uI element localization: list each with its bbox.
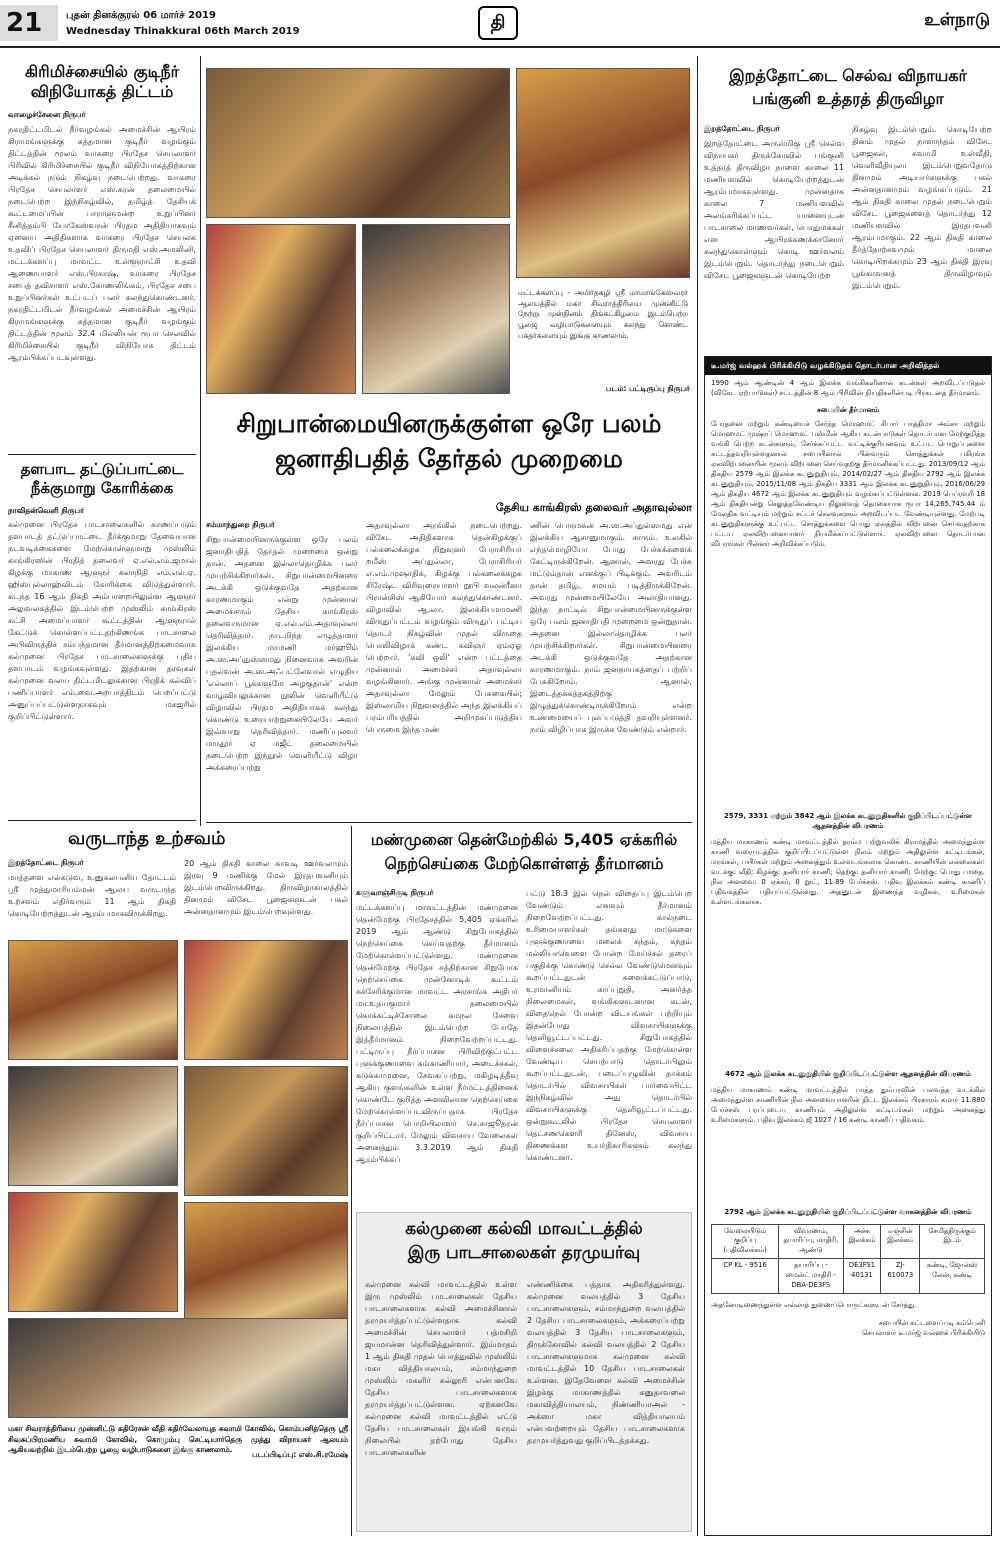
water-story-byline: வாழைச்சேனை நிருபர்: [8, 110, 86, 119]
lead-subhead: தேசிய காங்கிரஸ் தலைவர் அதாவுல்லா: [495, 501, 692, 514]
festival-col-left: [8, 858, 176, 926]
vinayagar-col-1: [704, 124, 844, 354]
bottom-photo-caption: மகா சிவராத்திரியை முன்னிட்டு கதிரேசன் வீதி கதிர்வேலாயுத சுவாமி கோவில், கொம்பனித்தெரு ஸ்ரீ சிவசுப்பிரமணிய சுவாமி கோவில், கொழும்பு செட்டியார்தெரு முத்து விநாயகர் ஆலயம் ஆகியவற்றில் இடம்பெற்ற பூஜை வழிபாடுகளை இங்கு காணலாம்.: [8, 1424, 348, 1455]
vehicle-table-header-row: [712, 1224, 985, 1259]
bottom-photo-credit: படப்பிடிப்பு: எஸ்.சி.ரமேஷ்: [252, 1450, 348, 1459]
notice-heading-vehicle: 2792 ஆம் இலக்க கடனுறுதியில் குறிப்பிடப்பட்டுள்ள வாகனத்தின் விபரணம்: [724, 1208, 972, 1217]
temple-photo-devotees-left: [206, 224, 356, 394]
water-story-title: கிரிமிச்சையில் குடிநீர் விநியோகத் திட்டம்: [25, 62, 179, 101]
notice-property-2-body: மத்திய மாகாணம் கண்டி மாவட்டத்தில் பாத்த தும்பரவின் பலவத்த வடக்கில் அமைந்துள்ள காணியின் நில அளவையாளரின் திட்ட இலக்கம் பிரகாரம் சுமார் 11.880 பேர்ச்சஸ் பரப்புடைய காணியும் அதிலுள்ள கட்டிடங்கள் மற்றும் அனைத்து உரிமைகளும். பதிவு இலக்கம் ஜீ 1027 / 16 கண்டி காணிப் பதிவகம்.: [711, 1086, 985, 1125]
shrine-photo-2: [184, 940, 348, 1060]
schools-story: [356, 1212, 692, 1532]
furniture-story-byline: நாவிதன்வெளி நிருபர்: [8, 505, 84, 515]
lead-headline: [206, 408, 692, 475]
vehicle-table-cell: ZJ-610073: [881, 1259, 920, 1294]
devotees-photo: [8, 1192, 178, 1312]
vehicle-table-header: வேலையிடும் குறிப்பு (பதிவிலக்கம்): [712, 1224, 779, 1259]
crowd-photo: [8, 1318, 348, 1418]
ritual-photo: [184, 1066, 348, 1196]
lead-col-1: [206, 520, 358, 820]
paddy-headline-line2: நெற்செய்கை மேற்கொள்ளத் தீர்மானம்: [384, 854, 664, 873]
vehicle-table-header: எஞ்சின் இலக்கம்: [881, 1224, 920, 1259]
festival-col-left-text: மாத்தளை எல்கடுவ, உனுகலபனிய தோட்டம் ஸ்ரீ முத்துமாரியம்மன் ஆலய வருடாந்த உற்சவம் எதிர்வரும் 11 ஆம் திகதி கொடியேற்றத்துடன் ஆரம்பமாகவிருக்கிறது.: [8, 872, 176, 918]
vinayagar-headline-line1: இறத்தோட்டை செல்வ விநாயகர்: [729, 66, 967, 85]
lead-col-2: அதாவுல்லா அரங்கில் நடைபெற்றது. விசேட அதிதிகளாக தென்கிழக்குப் பல்கலைக்கழக நிறுவுனர் பேராசிரியர் றமீஸ் அப்துல்லா, பேராசிரியர் எ.எம்.முஷாதிக், கிழக்கு பல்கலைக்கழக சிரேஷ்ட விரிவுரையாளர் றூபி வலன்ரீனா பிரான்சிஸ் ஆகியோர் கலந்துகொண்டனர். விழாவில் ஆ.லா. இலக்கியமாமணி விருதுப்பட்டம் வழங்கும் விருதுப் பட்டிய தொடர் நிகழ்வின் முதல் விருதை பொலிவிழாக் கண்ட கவிஞர் ஏம்ஏஓ பெற்றார். 'கவி ஒலி' என்ற பட்டத்தை முன்னாள் அமைச்சர் அதாவுல்லா வழங்கினார். அங்கு முன்னாள் அமைச்சர் அதாவுல்லா மேலும் பேசுகையில்; இஸ்லாமிய நிறுவனத்தில் அந்த இலக்கியப் பரம்பரியத்தில் அறிமுகப்படுத்திய பெருமை இந்த மண்: [366, 521, 522, 734]
notice-title: டீ.மர்ஜ் வல்ஹக் பிரிக்கியிடு வழக்கிடுதல் தொடர்பான அறிவித்தல்: [705, 357, 991, 375]
vehicle-table-header: அச்சு இலக்கம்: [843, 1224, 881, 1259]
column-rule-bottom: [351, 826, 352, 1536]
water-story: [8, 62, 196, 452]
center-divider: [206, 822, 692, 823]
left-divider-1: [8, 454, 196, 455]
lead-col-1-text: சிறுபான்மையினருக்குள்ள ஒரே பலம் ஜனாதிபதித் தேர்தல் முறைமை ஒன்று தான். அதனை இல்லாதொழிக்க பலர் முயற்சிக்கிறார்கள். சிறுபான்மையினரை அடக்கி ஒடுக்குவதே அதற்கான காரணமாகும் என்று முன்னாள் அமைச்சரும் தேசிய காங்கிரஸ் தலைவருமான ஏ.எல்.எம்.அதாவுல்லா தெரிவித்தார். நாடறிந்த எழுத்தாளர் இலக்கிய மாமணி மர்ஹூம் அ.ஸ.அப்துஸ்ஸமது நினைவாக அவரின் புதல்வன் அ.ஸ.அஃபட்லேவால் எழுதிய 'எல்லாப் பூக்களுமே அழகுதான்' என்ற வாழ்வியலுக்கான நூலின் வெளியீட்டு விழாவில் பிரதம அதிதியாகக் கலந்து கொண்டு உரையாற்றுகையிலேயே அவர் இவ்வாறு தெரிவித்தார். மணிப்புலவர் மருதூர் ஏ மஜீட் தலைமையில் நடைபெற்ற இந்நூல் வெளியீட்டு விழா அக்கரைப்பற்று: [206, 534, 358, 772]
vehicle-table-cell: DE3FS1 40131: [843, 1259, 881, 1294]
notice-signature: சபையின் கட்டளைப்படி கம்பெனி செயலாளர் டீ.மர்ஜ் வல்ஹக் பிரிக்கியிடு: [861, 1318, 985, 1337]
vinayagar-byline: இறத்தோட்டை நிருபர்: [704, 124, 780, 133]
festival-story: [8, 828, 348, 926]
notice-resolution-body: பேரதனை மற்றும் கண்டியைச் சேர்ந்த மொஹமட் சிபார் பாத்திமா அம்சா மற்றும் மொஹமட் முஷ்ரப் மொஹமட் பஸ்மின் ஆகிய கடன்பாடுகள் தொடர்பான மேற்குறித்த வங்கி பெற்ற கடன்களும், சேர்க்கப்பட்ட வட்டிக்குரியனவும் உட்பட பொறுப்புகளை கட்டத்தவறியுள்ளதனால் சபையினால் பின்வரும் சொத்துக்கள் பகிரங்க ஏலவிற்பனையின் மூலம் விற்பனை செய்வதற்கு தீர்மானிக்கப்பட்டது. 2013/09/12 ஆம் திகதிய 2579 ஆம் இலக்க கடனுறுதியும், 2014/02/27 ஆம் திகதிய 2792 ஆம் இலக்க கடனுறுதியும், 2015/11/08 ஆம் திகதிய 3331 ஆம் இலக்க கடனுறுதியும், 2016/06/29 ஆம் திகதிய 4672 ஆம் இலக்க கடனுறுதியும் வழங்கப்பட்டுள்ளன. 2019 பெப்ரவரி 18 ஆம் திகதியன்று செலுத்தவேண்டிய நிலுவைத் தொகையாக ரூபா 14,265,745.44 ம் மேலதிக வட்டியும் மற்றும் சட்டச் செலவுகளும் அறவிடப்பட வேண்டியுள்ளது. மேற்படி கடனுறுதிகளுக்கு உட்பட்ட சொத்துக்களை பொது ஏலத்தில் விற்பனை செய்வதற்காக பட்டய ஏலவிற்பனையாளர் நியமிக்கப்பட்டுள்ளார். ஏலவிற்பனை தொடர்பான விபரங்கள் பின்னர் அறிவிக்கப்படும்.: [711, 419, 985, 548]
temple-photo-crowd: [206, 68, 510, 218]
left-divider-2: [8, 820, 196, 821]
dancer-photo: [184, 1202, 348, 1332]
notice-heading-property: 2579, 3331 மற்றும் 3842 ஆம் இலக்க கடனுறுதிகளில் குறிப்பிடப்பட்டுள்ள ஆதனத்தின் விபரணம்: [723, 811, 973, 831]
vinayagar-headline: [704, 66, 992, 109]
temple-photo-shrine: [516, 68, 690, 278]
festival-byline: இறத்தோட்டை நிருபர்: [8, 858, 84, 867]
festival-col-right: 20 ஆம் திகதி காலை காவடி ஊர்வலமும் இரவு 9 மணிக்கு மேல் இரதபவனியும் இடம்பெறவிருக்கிறது. திருவிழாகாலத்தில் தினமும் விசேட பூஜைகளுடன் பகல் அன்னதானமும் இடம்பெறவுள்ளது.: [184, 859, 348, 916]
vehicle-table-cell: கண்டி, ஜோன்ஸ் லேன், கண்டி: [920, 1259, 985, 1294]
header-date-tamil: புதன் தினக்குரல் 06 மார்ச் 2019: [66, 10, 216, 21]
section-label: உள்நாடு: [924, 10, 990, 30]
vehicle-table-header: விவரணம், தயாரிப்பு, மாதிரி, ஆண்டு: [779, 1224, 843, 1259]
vehicle-table: [711, 1224, 985, 1294]
lead-headline-line1: சிறுபான்மையினருக்குள்ள ஒரே பலம்: [236, 409, 662, 438]
paddy-byline: களுவாஞ்சிகுடி நிருபர்: [356, 888, 434, 897]
vinayagar-col-2: நிகழ்வு இடம்பெறும். கொடியேற்ற தினம் முதல் நாளாந்தம் விசேட பூஜைகள், சுவாமி உள்வீதி, வெளிவீதியுலா இடம்பெறுவதோடு தினமும் அடியார்களுக்கு பகல் அன்னதானமும் வழங்கப்படும். 21 ஆம் திகதி காலை முதல் நடைபெறும் விசேட பூஜைகளைத் தொடர்ந்து 12 மணியளவில் இரதபவனி ஆரம்பமாகும். 22 ஆம் திகதி காலை தீர்த்தோற்சவமும் மாலை கொடியிறக்கமும் 23 ஆம் திகதி இரவு பூங்காவனத் திருவிழாவும் இடம்பெறும்.: [852, 125, 992, 290]
vehicle-table-cell: CP KL - 9516: [712, 1259, 779, 1294]
vinayagar-col-1-text: இறத்தோட்டை அருள்மிகு ஸ்ரீ செல்வ விநாயகர் திருக்கோவில் பங்குனி உத்தரத் திருவிழா நாளை காலை 11 மணியளவில் கொடியேற்றத்துடன் ஆரம்பமாகவுள்ளது. முன்னதாக காலை 7 மணியளவில் அலங்கரிக்கப்பட்ட யானையுடன் பாடசாலை மாணவர்கள், பொதுமக்கள் என ஆயிரக்கணக்கானோர் கலந்துகொள்ளும் கொடி ஊர்வலம் இடம்பெறும். தொடர்ந்து நடைபெறும் விசேட பூஜைகளுடன் கொடியேற்ற: [704, 138, 844, 280]
schools-headline-line2: இரு பாடசாலைகள் தரமுயர்வு: [407, 1243, 641, 1264]
furniture-story-body: கல்முனை பிரதேச பாடசாலைகளில் காணப்படும் தளபாடத் தட்டுப்பாட்டை தீர்க்குமாறு தேவையான நடவடிக்கைகளை மேற்கொள்ளுமாறு முஸ்லிம் காங்கிரஸின் பிரதித் தலைவர் ஏ.எல்.எம்.ஜமால் கிழக்கு மாகாண ஆளுநர் கலாநிதி எம்.எல்.ஏ. ஹிஸ்புல்லாஹ்விடம் கோரிக்கை விடுத்துள்ளார். கடந்த 16 ஆம் திகதி அம்பாறையிலுள்ள ஆளுநர் அலுவலகத்தில் இடம்பெற்ற முஸ்லிம் காங்கிரஸ் கட்சி அமைப்பாளர் கூட்டத்தின் ஆளுநரால் கேட்டுக் கொள்ளப்பட்டதற்கிணங்க பாடசாலை அபிவிருத்திச் சம்பந்தமான தீர்மானத்திற்கமைவாக கல்முனை பிரதேச பாடசாலைகளுக்கு புதிய தளபாடம் வழங்கவுள்ளது. இதற்கான தரவுகள் கல்முனை வலய திட்டமிடலுக்கான பிரதிக் கல்விப் பணிப்பாளர் எம்.வை.அறபாத்திடம் பெறப்பட்டு அனுப்பப்பட்டுள்ளதாகவும் மகஜரில் குறிப்பிட்டுள்ளார்.: [8, 520, 196, 722]
paddy-col-1-text: மட்டக்களப்பு மாவட்டத்தின் மண்முனை தென்மேற்கு பிரதேசத்தில் 5,405 ஏக்கரில் 2019 ஆம் ஆண்டு சிறுபோகத்தில் நெற்செய்கை செய்வதற்கு தீர்மானம் மேற்கொள்ளப்பட்டுள்ளது. மண்முனை தென்மேற்கு பிரதேச சத்திற்கான சிறுபோக நெற்செய்கை முன்னோடிக் கூட்டம் கச்சேரிக்குமான மாவட்ட அரசாங்க அதிபர் மா.உதயகுமார் தலைமையில் கொக்கட்டிச்சோலை கமநல சேவை நிலையத்தில் இடம்பெற்ற போதே இத்தீர்மானம் நிறைவேற்றப்பட்டது. பட்டிருப்பு நீர்ப்பாசன பிரிவிற்குட்பட்ட புளுக்குணாவை கங்காணியார், அடைச்சகல், கடுக்காமுனை, சேவகப்பற்று, மகிழடித்தீவு ஆகிய குளங்களின் உள்ள நீர்மட்டத்தினைக் கொண்டே குறித்த அளவிலான நெற்செய்கை மேற்கொள்ளப்படவிருப்பதாக பிரதேச நீர்ப்பாசன பொறியிலாளர் செ.சாஜூதரன் குறிப்பிட்டார். மேலும் விவசாய வேலைகள் அனைத்தும் 3.3.2019 ஆம் திகதி ஆரம்பிக்கப்: [356, 902, 518, 1164]
notice-footer: அதனோடிணைந்துள்ள எல்லாத் துணைப்பொருட்களுடன் சேர்த்து.: [711, 1300, 917, 1309]
shrine-photo-1: [8, 940, 178, 1060]
paddy-headline-line1: மண்முனை தென்மேற்கில் 5,405 ஏக்கரில்: [370, 830, 678, 849]
lead-byline: சம்மாந்துறை நிருபர்: [206, 520, 275, 529]
schools-col-2: எண்ணிக்கை பத்தாக அதிகரித்துள்ளது. கல்முனை வலயத்தில் 3 தேசிய பாடசாலைகளும், சம்மாந்துறை வலயத்தில் 2 தேசிய பாடசாலைகளும், அக்கரைப்பற்று வலயத்தில் 3 தேசிய பாடசாலைகளும், திருக்கோவில் கல்வி வலயத்தில் 2 தேசிய பாடசாலைகளுமாக கல்முனை கல்வி மாவட்டத்தில் 10 தேசிய பாடசாலைகள் உள்ளன. இதேவேளை கல்வி அமைச்சின் இழக்கு மாகாணத்தில் கனுதாவலை மகாவித்தியாலயம், நிண்ணியாஅல் - அக்ஸா மகா வித்தியாலயம் என்பவற்றையும் தேசிய பாடசாலைகளாக தரமுயர்த்துவது குறிப்பிடத்தக்கது.: [527, 1280, 685, 1445]
furniture-story: [8, 460, 196, 820]
paddy-col-2: பட்டு 18.3 இல் நெல் விதைப்பு இடம்பெற வேண்டும் எனவும் தீர்மானம் நிறைவேற்றப்பட்டது. கால்நடை உரிமையாளர்கள் தங்களது மாடுகளை புளுக்குணாவை மலைக் கந்தம், கந்தம் மல்லியாவெளை போன்ற மேய்ச்சல் தரைப் பகுதிக்கு கொண்டு செல்ல வேண்டுமெனவும் கூறப்பட்டதுடன் களைக்கட்டுப்பாடு, உரமானியம் காப்புறுதி, அனர்த்த நிலைமைகள், வங்கிகளுடனான கடன், விதைநெல் போன்ற விடயங்கள் பற்றியும் இதன்போது விவசாயிகளுக்கு தெளிவூட்டப்பட்டது. சிறுபோகத்தில் விளைச்சலை அதிகரிப்பதற்கு மேற்கொள்ள வேண்டிய செயற்பாடு தொடர்பிலும் கூறப்பட்டதுடன், படைப்புழுவின் தாக்கம் தொடர்பில் விவசாயிகள் பார்வையிட்ட இந்நிகழ்வில் அது தொடர்பில் விவசாயிகளுக்கு தெளிவூட்டப்பட்டது. ஒன்றுகூடலில் பிரதேச செயலாளர் தெட்சணகௌரி தினேஸ், விவசாய திணைக்கள உயர்திகாரிகளும் கலந்து கொண்டனர்.: [526, 889, 692, 1162]
vehicle-table-wrap: [705, 1222, 991, 1296]
notice-heading-property-2: 4672 ஆம் இலக்க கடனுறுதியில் குறிப்பிடப்பட்டுள்ள ஆதனத்தின் விபரணம்: [725, 1070, 971, 1079]
column-rule-left: [200, 56, 201, 826]
legal-notice: [704, 356, 992, 1536]
furniture-story-title: தளபாட தட்டுப்பாட்டை நீக்குமாறு கோரிக்கை: [20, 460, 184, 497]
logo-mark: தி: [490, 11, 506, 33]
page-number: 21: [6, 8, 43, 38]
masthead: [0, 0, 1000, 48]
festival-story-title: வருடாந்த உற்சவம்: [68, 828, 226, 849]
header-date-english: Wednesday Thinakkural 06th March 2019: [66, 26, 300, 37]
paddy-headline: [356, 830, 692, 874]
vehicle-table-row: [712, 1259, 985, 1294]
newspaper-logo: [478, 6, 518, 40]
water-story-body: நகரதிட்டமிடல் நீர்வழங்கல் அமைச்சின் ஆயிரம் கிராமங்களுக்கு சுத்தமான குடிநீர் வழங்கும் திட்டத்தின் மூலம் வாகரை பிரதேச செயலாளர் பிரிவில் கிரிமிச்சையில் குடிநீர் விநியோகத்திற்கான அடிக்கல் நடும் நிகழ்வு நடைபெற்றது. வாகரை பிரதேச செயலாளர் எஸ்.கரன் தலைமையில் நடைபெற்ற இந்நிகழ்வில், தமிழ்த் தேசியக் கூட்டமைப்பின் பாராளுமன்ற உறுப்பினர் சீனித்தம்பி யோகேஸ்வரன் பிரதம அதிதியாகவும் ஏனைய அதிதிகளாக வாகரை பிரதேச செயலக உதவிப் பிரதேச செயலாளர் திருமதி எஸ்.அமலினி, மட்டக்களப்பு மாவட்ட உள்ளூராட்சி உதவி ஆணையாளர் எஸ்.பிரகாஷ், வாகரை பிரதேச சபைத் தவிசாளர் எஸ்.கோணலிங்கம், பிரதேச சபை உறுப்பினர்கள் உட்படப் பலர் கலந்துகொண்டனர். நகரதிட்டமிடல் நீர்வழங்கல் அமைச்சின் ஆயிரம் கிராமங்களுக்கு சுத்தமான குடிநீர் வழங்கும் திட்டத்தின் மூலம் 32.4 மில்லியன் ரூபா செலவில் கிரிமிச்சையில் குடிநீர் விநியோக திட்டம் ஆரம்பிக்கப்படவுள்ளது.: [8, 124, 196, 362]
lead-headline-line2: ஜனாதிபதித் தேர்தல் முறைமை: [275, 444, 623, 474]
temple-photo-devotees-right: [362, 224, 510, 394]
vinayagar-headline-line2: பங்குனி உத்தரத் திருவிழா: [752, 89, 944, 108]
notice-heading-resolution: சபையின் தீர்மானம்: [816, 405, 880, 414]
schools-col-1: கல்முனை கல்வி மாவட்டத்தில் உள்ள இரு முஸ்லிம் பாடசாலைகள் தேசிய பாடசாலைகளாக கல்வி அமைச்சினால் தரமுயர்த்தப்பட்டுள்ளதாக கல்வி அமைச்சின் செயலாளர் பத்மசிறி ஜயமான்ன தெரிவித்துள்ளார். இம்மாதம் 1 ஆம் திகதி முதல் பொத்துவில் முஸ்லிம் மகா வித்தியாலயம், சம்மாந்துறை முஸ்லிம் மகளிர் கல்லூரி என்பனவே தேசிய பாடசாலைகளாக தரமுயர்த்தப்பட்டுள்ளன. ஏற்கனவே கல்முனை கல்வி மாவட்டத்தில் எட்டு தேசிய பாடசாலைகள் இயங்கி வரும் நிலையில் தற்போது தேசிய பாடசாலைகளின்: [365, 1280, 517, 1457]
vehicle-table-header: சேமித்திருக்கும் இடம்: [920, 1224, 985, 1259]
vehicle-table-cell: தயாரிப்பு - மைன்ட் மாதிரி - DBA-DE3FS: [779, 1259, 843, 1294]
priest-photo: [8, 1066, 178, 1186]
lead-col-3: ணின் பெருமகன் அ.ஸ.அப்துல்ஸமது என் இலக்கிய ஆசானுமாகும். சாரும். உலகில் எந்தமொழியோ போது பேச்சுக்களைக் கேட்டிருக்கிறேன். ஆனால், அவரது பேச்சு மட்டும்தான் எனக்குப் பிடிக்கும். அவரிடம் தான் தமிழ், சமயம் படித்திருக்கிறேன். அவரது முன்மையிலேயே அலாதியானது. இந்த நாட்டில் சிறுபான்மையினருக்குள்ள ஒரே பலம் ஜனாதிபதி முறைமை ஒன்றுதான். அதனை இல்லாதொழிக்க பலர் முயற்சிக்கிறார்கள். சிறுபான்மையினரை அடக்கி ஒடுக்குவதே அதற்கான காரணமாகும். நாம் ஜனநாயகத்தைப் பற்றிப் பேசுகிறோம். ஆனால், இடைத்தக்கத்தகத்திற்கு இழுத்துக்கொண்டிருக்கிறோம் என்ற உண்மையைப் புலப்படுத்தி தவறியுள்ளனர். நாம் விழிப்பாக இருக்க வேண்டும் என்றார்.: [530, 521, 692, 734]
schools-headline-line1: கல்முனை கல்வி மாவட்டத்தில்: [405, 1219, 643, 1239]
header-divider: [0, 46, 1000, 48]
notice-property-body: மத்திய மாகாணம் கண்டி மாவட்டத்தில் தரம்ம பற்றுவலிக் கிராமத்தில் அமைந்துள்ள காணி வரைபடத்தில் குறிப்பிடப்பட்டுள்ள நிலம் மற்றும் அதிலுள்ள கட்டிடங்கள், மரங்கள், பயிர்கள் மற்றும் அனைத்தும் உள்ளடங்கலாக கொண்ட காணியின் எல்லைகள்: வடக்கு: வீதி; கிழக்கு: தனியார் காணி; தெற்கு: தனியார் காணி; மேற்கு: பொது பாதை. நில அளவை: 0 ஏக்கர், 0 றூட், 11.89 பேர்ச்சஸ். பதிவு இலக்கம் கண்டி காணிப் பதிவகத்தில் பதியப்பட்டுள்ளது. அதனுடன் இணைந்த வழிகள், உரிமைகள் உள்ளடங்கலாக.: [711, 838, 985, 907]
temple-photo-caption: மட்டக்களப்பு - அமிர்தகழி ஸ்ரீ மாமாங்கேஸ்வரர் ஆலயத்தில் மகா சிவராத்திரியை முன்னிட்டு நேற்று முன்தினம் திங்கட்கிழமை இடம்பெற்ற பூஜை வழிபாடுகளையும் கலந்து கொண்ட பக்தர்களையும் இங்கு காணலாம்.: [518, 288, 688, 340]
column-rule-right: [697, 56, 698, 1536]
temple-photo-credit: படம்: பட்டிருப்பு நிருபர்: [605, 384, 690, 393]
notice-intro: 1990 ஆம் ஆண்டின் 4 ஆம் இலக்க வங்கிகளினால் கடன்கள் அறவிடப்படுதல் (விசேட ஏற்பாடுகள்) சட்டத்தின் 8 ஆம் பிரிவின் நியதிகளின்படி பிரகடனத் தீர்மானம்.: [711, 379, 985, 398]
paddy-col-1: [356, 888, 518, 1210]
